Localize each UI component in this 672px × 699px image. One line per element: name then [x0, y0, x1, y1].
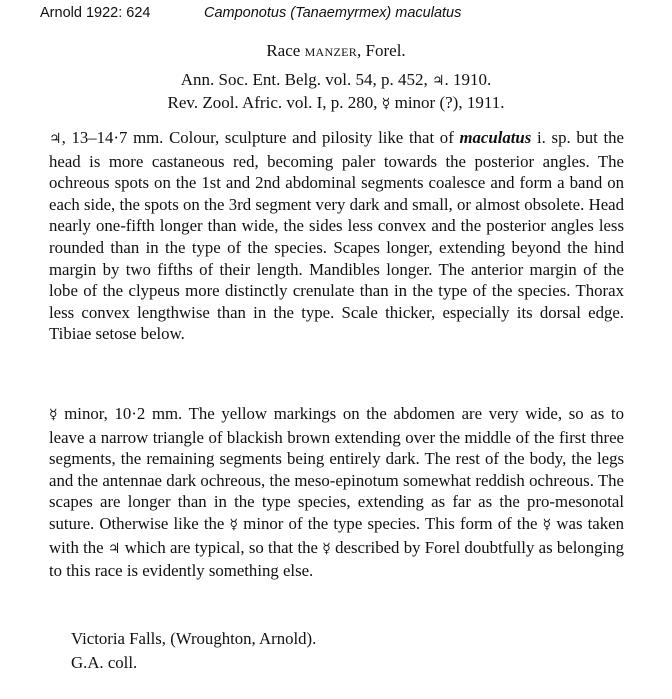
citation-1-end: . 1910. [444, 70, 492, 89]
locality-line: Victoria Falls, (Wroughton, Arnold). [71, 629, 317, 648]
species-name-bold: maculatus [459, 128, 532, 147]
mercury-symbol-icon: ☿ [381, 96, 391, 112]
citation-2-end: minor (?), 1911. [390, 93, 505, 112]
minor-text-1: minor, 10·2 mm. The yellow markings on the abdomen are very wide, so as to leave a narrow triangle of blackish brown extending over the middle of the first three segments, the remaining segments being entirely dark. The rest of the body, the legs and the antennae dark ochreous, the meso-epinotum somewhat reddish ochreous. The scapes are longer than in the type species, extending as far as the pro-mesonotal suture. Otherwise like the [49, 404, 624, 533]
mercury-symbol-icon: ☿ [49, 407, 58, 423]
taxon-name: Camponotus (Tanaemyrmex) maculatus [204, 5, 462, 21]
major-text-1: , 13–14·7 mm. Colour, sculpture and pilosity like that of [61, 128, 460, 147]
reference-label: Arnold 1922: 624 [40, 5, 151, 21]
citation-2-text: Rev. Zool. Afric. vol. I, p. 280, [167, 93, 382, 112]
minor-description [49, 403, 624, 582]
major-text-2: i. sp. but the head is more castaneous red, becoming paler towards the posterior angles. The ochreous spots on the 1st and 2nd abdominal segments coalesce and form a band on each side, the spots on the 3rd segment very dark and small, or almost obsolete. Head nearly one-fifth longer than wide, the sides less convex and the posterior angles less rounded than in the type of the species. Scapes longer, extending beyond the hind margin by two fifths of their length. Mandibles longer. The anterior margin of the lobe of the clypeus more distinctly crenulate than in the type of the species. Thorax less convex lengthwise than in the type. Scale thicker, especially its dorsal edge. Tibiae setose below. [49, 128, 624, 344]
race-title [0, 41, 672, 61]
minor-text-5: described by Forel doubtfully as belonging to this race is evidently something else. [49, 537, 624, 581]
jupiter-symbol-icon: ♃ [107, 540, 121, 557]
minor-text-4: which are typical, so that the [120, 537, 323, 557]
jupiter-symbol-icon: ♃ [431, 73, 445, 89]
mercury-symbol-icon: ☿ [229, 516, 239, 533]
citation-1 [0, 70, 672, 90]
mercury-symbol-icon: ☿ [322, 540, 331, 557]
jupiter-symbol-icon: ♃ [49, 131, 62, 147]
citation-2 [0, 93, 672, 113]
title-suffix: , Forel. [357, 41, 406, 60]
title-prefix: Race [266, 41, 305, 60]
major-description [49, 127, 624, 345]
minor-text-2: minor of the type species. This form of the [238, 513, 543, 533]
mercury-symbol-icon: ☿ [542, 516, 552, 533]
collection-line: G.A. coll. [71, 653, 138, 672]
race-name: manzer [304, 41, 358, 60]
citation-1-text: Ann. Soc. Ent. Belg. vol. 54, p. 452, [180, 70, 432, 89]
minor-text-3: was taken with the [49, 513, 624, 557]
